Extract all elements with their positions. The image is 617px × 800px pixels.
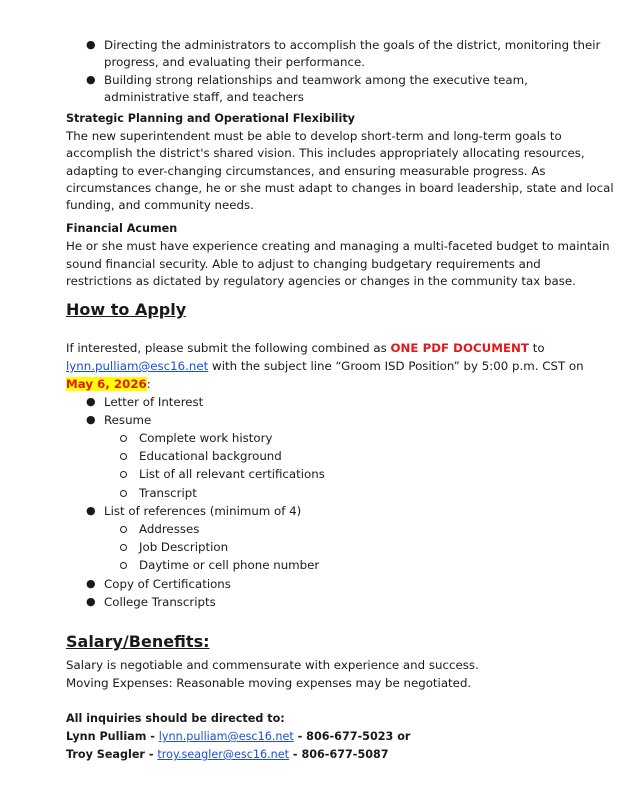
section-heading: Strategic Planning and Operational Flexibility [66, 112, 355, 125]
bullet-text: Building strong relationships and teamwork among the executive team, [104, 73, 528, 87]
sub-bullet [120, 490, 127, 497]
contact-line [66, 728, 410, 746]
contact-email-link[interactable]: troy.seagler@esc16.net [157, 748, 290, 761]
pdf-emphasis: ONE PDF DOCUMENT [390, 341, 529, 355]
moving-expenses-line: Moving Expenses: Reasonable moving expenses may be negotiated. [66, 676, 472, 690]
sub-list-item: Job Description [139, 540, 229, 554]
salary-heading: Salary/Benefits: [66, 632, 210, 651]
list-item: College Transcripts [104, 595, 216, 609]
contact-phone: - 806-677-5023 or [293, 730, 411, 743]
email-link[interactable]: lynn.pulliam@esc16.net [66, 359, 209, 373]
sub-list-item: List of all relevant certifications [139, 467, 325, 481]
deadline-colon: : [146, 377, 151, 391]
bullet-text: progress, and evaluating their performance. [104, 55, 365, 69]
apply-intro [66, 339, 545, 357]
deadline-line [66, 375, 151, 393]
sub-list-item: Complete work history [139, 431, 273, 445]
inquiries-heading: All inquiries should be directed to: [66, 712, 285, 725]
sub-bullet [120, 526, 127, 533]
sub-bullet [120, 435, 127, 442]
bullet-dot: ● [86, 73, 96, 86]
bullet-dot: ● [86, 38, 96, 51]
bullet-dot: ● [86, 577, 96, 590]
apply-intro-text: If interested, please submit the following combined as [66, 341, 391, 355]
paragraph-line: restrictions as dictated by regulatory agencies or changes in the community tax base. [66, 274, 576, 288]
sub-list-item: Daytime or cell phone number [139, 558, 320, 572]
bullet-dot: ● [86, 504, 96, 517]
sub-bullet [120, 471, 127, 478]
paragraph-line: accomplish the district's shared vision. This includes appropriately allocating resources, [66, 146, 585, 160]
paragraph-line: circumstances change, he or she must adapt to changes in board leadership, state and local [66, 181, 614, 195]
paragraph-line: He or she must have experience creating and managing a multi-faceted budget to maintain [66, 239, 610, 253]
paragraph-line: The new superintendent must be able to develop short-term and long-term goals to [66, 129, 562, 143]
list-item: Letter of Interest [104, 395, 204, 409]
list-item: List of references (minimum of 4) [104, 504, 302, 518]
sub-list-item: Educational background [139, 449, 282, 463]
bullet-dot: ● [86, 395, 96, 408]
sub-bullet [120, 562, 127, 569]
sub-bullet [120, 544, 127, 551]
list-item: Resume [104, 413, 152, 427]
contact-line [66, 746, 389, 764]
bullet-text: administrative staff, and teachers [104, 90, 304, 104]
sub-bullet [120, 453, 127, 460]
bullet-text: Directing the administrators to accomplish the goals of the district, monitoring their [104, 38, 601, 52]
subject-text: with the subject line “Groom ISD Position” by 5:00 p.m. CST on [208, 359, 584, 373]
how-to-apply-heading: How to Apply [66, 300, 187, 319]
salary-line: Salary is negotiable and commensurate with experience and success. [66, 658, 479, 672]
paragraph-line: sound financial security. Able to adjust to changing budgetary requirements and [66, 257, 541, 271]
contact-email-link[interactable]: lynn.pulliam@esc16.net [158, 730, 294, 743]
bullet-dot: ● [86, 595, 96, 608]
deadline-highlight: May 6, 2026 [66, 377, 147, 391]
contact-phone: - 806-677-5087 [289, 748, 389, 761]
paragraph-line: funding, and community needs. [66, 198, 254, 212]
sub-list-item: Addresses [139, 522, 200, 536]
paragraph-line: adapting to ever-changing circumstances, and ensuring measurable progress. As [66, 164, 546, 178]
list-item: Copy of Certifications [104, 577, 231, 591]
bullet-dot: ● [86, 413, 96, 426]
section-heading: Financial Acumen [66, 222, 178, 235]
apply-subject-line [66, 357, 584, 375]
contact-name: Troy Seagler - [66, 748, 158, 761]
apply-intro-text: to [528, 341, 545, 355]
sub-list-item: Transcript [139, 486, 197, 500]
contact-name: Lynn Pulliam - [66, 730, 159, 743]
